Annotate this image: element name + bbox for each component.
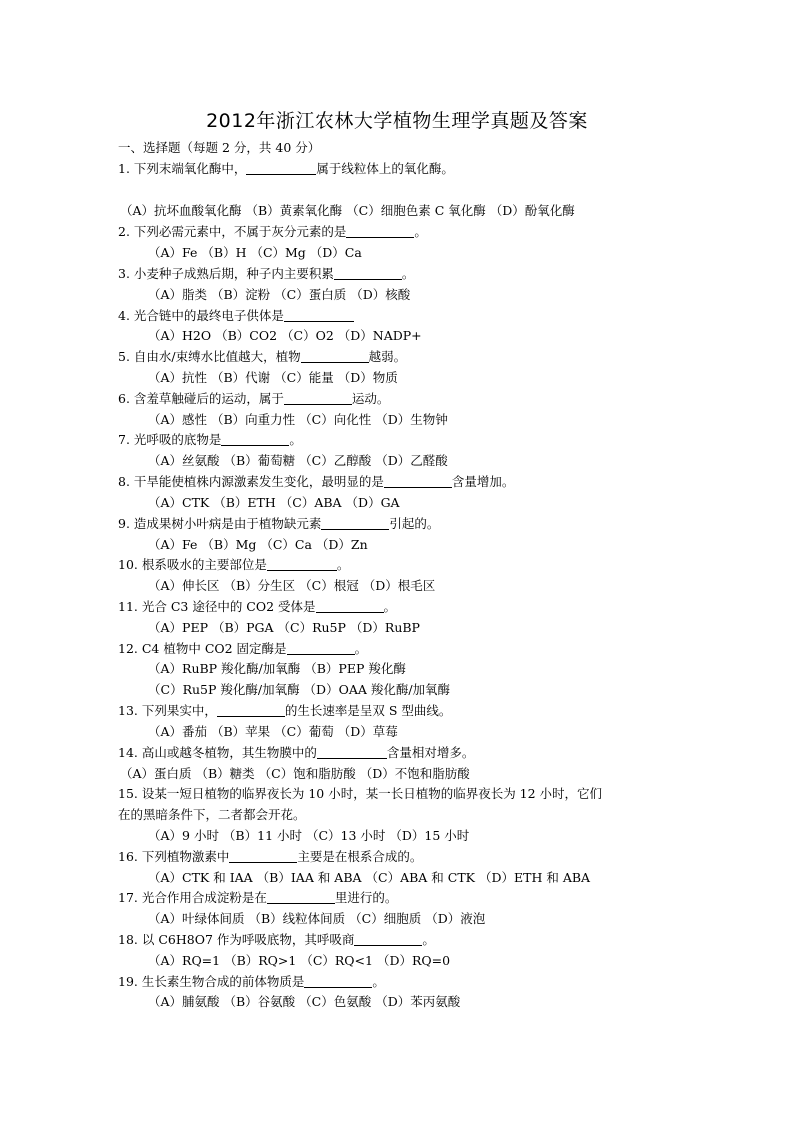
question-1-options: （A）抗坏血酸氧化酶 （B）黄素氧化酶 （C）细胞色素 C 氧化酶 （D）酚氧化酶: [120, 203, 575, 218]
answer-blank: [267, 889, 335, 904]
answer-blank: [246, 160, 316, 175]
question-11-options: （A）PEP （B）PGA （C）Ru5P （D）RuBP: [148, 620, 420, 635]
page-title: 2012年浙江农林大学植物生理学真题及答案: [206, 110, 588, 132]
question-5-options: （A）抗性 （B）代谢 （C）能量 （D）物质: [148, 370, 398, 385]
question-7: 7. 光呼吸的底物是 。: [118, 432, 302, 447]
question-17-options: （A）叶绿体间质 （B）线粒体间质 （C）细胞质 （D）液泡: [148, 911, 486, 926]
answer-blank: [221, 431, 289, 446]
answer-blank: [334, 265, 402, 280]
question-15: 15. 设某一短日植物的临界夜长为 10 小时，某一长日植物的临界夜长为 12 小时，它们: [118, 786, 603, 801]
answer-blank: [317, 744, 387, 759]
answer-blank: [354, 931, 422, 946]
answer-blank: [384, 473, 452, 488]
question-14: 14. 高山或越冬植物，其生物膜中的 含量相对增多。: [118, 745, 475, 760]
answer-blank: [316, 598, 384, 613]
question-3: 3. 小麦种子成熟后期，种子内主要积累 。: [118, 266, 415, 281]
question-16: 16. 下列植物激素中 主要是在根系合成的。: [118, 849, 423, 864]
question-4: 4. 光合链中的最终电子供体是: [118, 306, 354, 326]
answer-blank: [284, 390, 352, 405]
question-13: 13. 下列果实中， 的生长速率是呈双 S 型曲线。: [118, 703, 452, 718]
question-8: 8. 干旱能使植株内源激素发生变化，最明显的是 含量增加。: [118, 474, 515, 489]
question-9-options: （A）Fe （B）Mg （C）Ca （D）Zn: [148, 537, 368, 552]
question-14-options: （A）蛋白质 （B）糖类 （C）饱和脂肪酸 （D）不饱和脂肪酸: [120, 766, 470, 781]
answer-blank: [301, 348, 369, 363]
question-2: 2. 下列必需元素中，不属于灰分元素的是 。: [118, 224, 427, 239]
answer-blank: [287, 640, 355, 655]
question-9: 9. 造成果树小叶病是由于植物缺元素 引起的。: [118, 516, 440, 531]
question-12: 12. C4 植物中 CO2 固定酶是 。: [118, 641, 368, 656]
question-7-options: （A）丝氨酸 （B）葡萄糖 （C）乙醇酸 （D）乙醛酸: [148, 453, 448, 468]
question-18: 18. 以 C6H8O7 作为呼吸底物，其呼吸商 。: [118, 932, 435, 947]
question-1: 1. 下列末端氧化酶中， 属于线粒体上的氧化酶。: [118, 161, 454, 176]
question-12-options-row1: （A）RuBP 羧化酶/加氧酶 （B）PEP 羧化酶: [148, 661, 406, 676]
question-12-options-row2: （C）Ru5P 羧化酶/加氧酶 （D）OAA 羧化酶/加氧酶: [148, 682, 451, 697]
answer-blank: [217, 702, 285, 717]
question-8-options: （A）CTK （B）ETH （C）ABA （D）GA: [148, 495, 400, 510]
answer-blank: [304, 973, 372, 988]
question-15-options: （A）9 小时 （B）11 小时 （C）13 小时 （D）15 小时: [148, 828, 470, 843]
question-19-options: （A）脯氨酸 （B）谷氨酸 （C）色氨酸 （D）苯丙氨酸: [148, 994, 461, 1009]
question-4-options: （A）H2O （B）CO2 （C）O2 （D）NADP+: [148, 328, 422, 343]
answer-blank: [267, 556, 337, 571]
question-3-options: （A）脂类 （B）淀粉 （C）蛋白质 （D）核酸: [148, 287, 411, 302]
question-15-cont: 在的黑暗条件下，二者都会开花。: [118, 807, 306, 822]
question-5: 5. 自由水/束缚水比值越大，植物 越弱。: [118, 349, 407, 364]
question-18-options: （A）RQ=1 （B）RQ>1 （C）RQ<1 （D）RQ=0: [148, 953, 451, 968]
question-6-options: （A）感性 （B）向重力性 （C）向化性 （D）生物钟: [148, 412, 448, 427]
question-6: 6. 含羞草触碰后的运动，属于 运动。: [118, 391, 390, 406]
question-17: 17. 光合作用合成淀粉是在 里进行的。: [118, 890, 398, 905]
answer-blank: [284, 307, 354, 322]
section-heading: 一、选择题（每题 2 分，共 40 分）: [118, 140, 321, 155]
question-2-options: （A）Fe （B）H （C）Mg （D）Ca: [148, 245, 362, 260]
question-10-options: （A）伸长区 （B）分生区 （C）根冠 （D）根毛区: [148, 578, 436, 593]
answer-blank: [229, 848, 297, 863]
question-10: 10. 根系吸水的主要部位是 。: [118, 557, 350, 572]
answer-blank: [346, 223, 414, 238]
question-11: 11. 光合 C3 途径中的 CO2 受体是 。: [118, 599, 397, 614]
question-16-options: （A）CTK 和 IAA （B）IAA 和 ABA （C）ABA 和 CTK （D）ETH 和 ABA: [148, 870, 591, 885]
question-13-options: （A）番茄 （B）苹果 （C）葡萄 （D）草莓: [148, 724, 398, 739]
question-19: 19. 生长素生物合成的前体物质是 。: [118, 974, 385, 989]
answer-blank: [321, 515, 389, 530]
